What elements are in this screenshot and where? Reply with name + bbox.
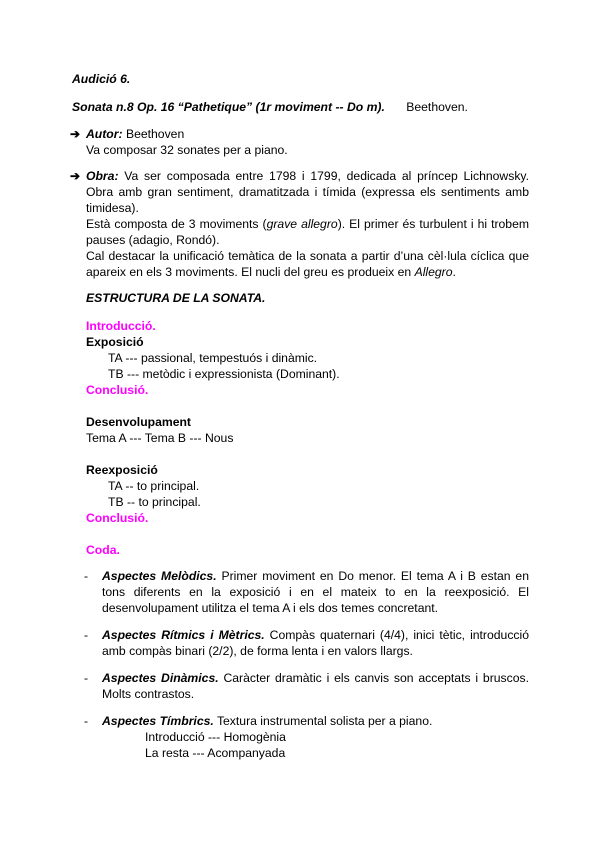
aspect-text: Caràcter dramàtic i els canvis son acceptats i bruscos. Molts contrastos. [102, 671, 529, 701]
arrow-icon: ➔ [70, 127, 81, 141]
desenvolupament-line: Tema A --- Tema B --- Nous [86, 431, 234, 445]
obra-p2-text: Està composta de 3 moviments ( [86, 217, 267, 231]
aspect-text: Textura instrumental solista per a piano. [216, 714, 433, 728]
aspect-label: Aspectes Melòdics. [102, 569, 217, 583]
aspect-melodics [102, 568, 529, 616]
obra-p3-text-end: . [452, 265, 456, 279]
obra-text: Va ser composada entre 1798 i 1799, dedicada al príncep Lichnowsky. Obra amb gran sentiment, dramatitzada i tímida (expressa els sentiments amb timidesa). [86, 169, 529, 215]
exposicio-heading: Exposició [86, 335, 144, 349]
obra-p3-italic: Allegro [414, 265, 453, 279]
reexposicio-ta: TA -- to principal. [108, 479, 200, 493]
obra-p2-italic: grave allegro [266, 217, 338, 231]
obra-p2-text-end: ). El primer és turbulent i hi trobem pauses (adagio, Rondó). [86, 217, 529, 247]
aspect-ritmics [102, 627, 529, 659]
aspect-label: Aspectes Tímbrics. [102, 714, 214, 728]
conclusio-label: Conclusió. [86, 383, 149, 397]
aspect-timbrics [102, 713, 529, 729]
structure-heading: ESTRUCTURA DE LA SONATA. [86, 291, 266, 305]
obra-p3-text: Cal destacar la unificació temàtica de la sonata a partir d’una cèl·lula cíclica que apareix en els 3 moviments. El nucli del greu es produeix en [86, 249, 529, 279]
conclusio-label: Conclusió. [86, 511, 149, 525]
aspect-label: Aspectes Dinàmics. [102, 671, 219, 685]
desenvolupament-heading: Desenvolupament [86, 415, 191, 429]
aspect-label: Aspectes Rítmics i Mètrics. [102, 628, 265, 642]
aspect-dinamics [102, 670, 529, 702]
dash-bullet: - [84, 671, 89, 685]
dash-bullet: - [84, 569, 89, 583]
aspect-text: Primer moviment en Do menor. El tema A i B estan en tons diferents en la exposició i en el mateix to en la reexposició. El desenvolupament utilitza el tema A i els dos temes concretant. [102, 569, 529, 615]
introduccio-label: Introducció. [86, 319, 156, 333]
sonata-composer: Beethoven. [406, 100, 468, 114]
timbric-sub-line-2: La resta --- Acompanyada [145, 746, 286, 760]
arrow-icon: ➔ [70, 169, 81, 183]
autor-line [86, 126, 184, 142]
exposicio-ta: TA --- passional, tempestuós i dinàmic. [108, 351, 318, 365]
obra-label: Obra: [86, 169, 119, 183]
coda-label: Coda. [86, 543, 120, 557]
sonata-title: Sonata n.8 Op. 16 “Pathetique” (1r moviment -- Do m). [72, 100, 385, 114]
reexposicio-tb: TB -- to principal. [108, 495, 201, 509]
aspect-text: Compàs quaternari (4/4), inici tètic, introducció amb compàs binari (2/2), de forma lenta i en valors llargs. [102, 628, 530, 658]
autor-name: Beethoven [125, 127, 185, 141]
reexposicio-heading: Reexposició [86, 463, 158, 477]
autor-label: Autor: [86, 127, 123, 141]
obra-paragraph-2 [86, 216, 529, 248]
document-title: Audició 6. [72, 72, 131, 86]
autor-detail: Va composar 32 sonates per a piano. [86, 143, 288, 157]
dash-bullet: - [84, 714, 89, 728]
dash-bullet: - [84, 628, 89, 642]
exposicio-tb: TB --- metòdic i expressionista (Dominant). [108, 367, 340, 381]
sonata-line [72, 99, 468, 115]
obra-paragraph-3 [86, 248, 529, 280]
obra-paragraph-1 [86, 168, 529, 216]
timbric-sub-line-1: Introducció --- Homogènia [145, 730, 286, 744]
